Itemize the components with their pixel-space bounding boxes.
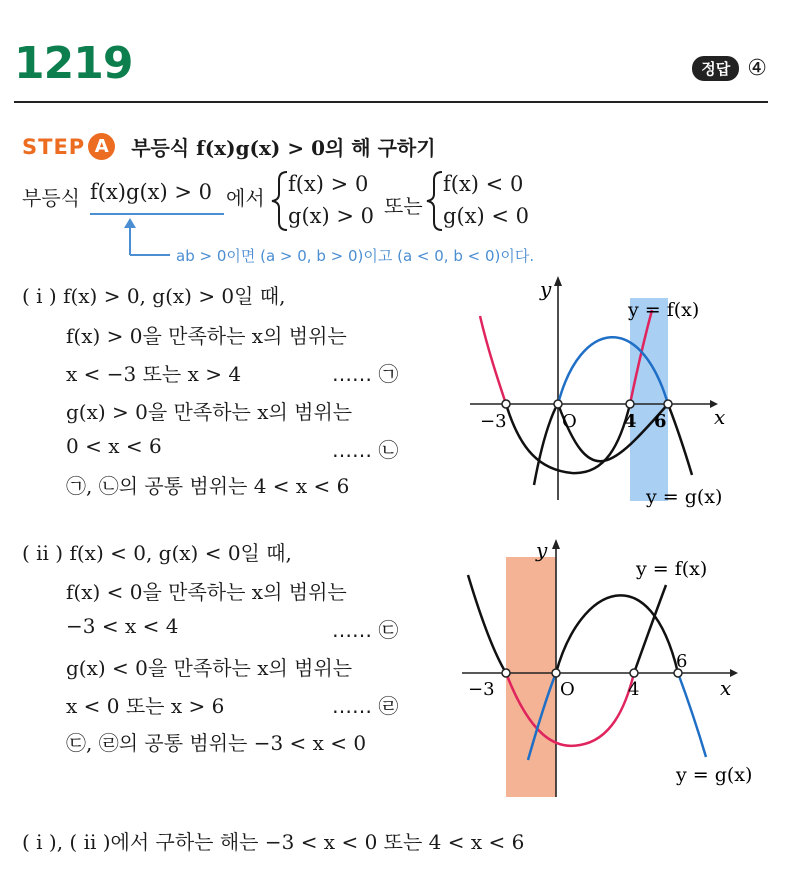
y-axis-label: y [540,277,552,301]
case2-line3: g(x) < 0을 만족하는 x의 범위는 [66,656,353,680]
root-point [664,400,672,408]
case1-line2: x < −3 또는 x > 4 [66,362,242,386]
connector-or: 또는 [384,194,423,218]
graph-case1 [460,270,760,515]
case1-line4: 0 < x < 6 [66,434,162,458]
case1-heading: ( i ) f(x) > 0, g(x) > 0일 때, [22,284,286,308]
problem-number: 1219 [14,38,133,89]
origin-label: O [562,411,577,432]
root-point [502,669,510,677]
case2-line2: −3 < x < 4 [66,614,179,638]
graph-case2 [450,535,770,805]
answer-badge: 정답 [692,56,739,81]
tick-label-neg3: −3 [480,411,507,432]
tick-label-neg3: −3 [468,679,495,700]
intro-suffix: 에서 [226,186,265,210]
root-point [630,669,638,677]
case1-mark2: …… ㉡ [332,438,399,462]
system1-line2: g(x) > 0 [288,204,374,228]
conclusion: ( i ), ( ii )에서 구하는 해는 −3 < x < 0 또는 4 < x < 6 [22,830,525,854]
case2-heading: ( ii ) f(x) < 0, g(x) < 0일 때, [22,541,292,565]
case2-mark1: …… ㉢ [332,618,399,642]
step-label: STEP [22,134,86,159]
curve-g-label: y = g(x) [646,486,723,508]
y-axis-arrow [554,276,562,286]
system1-line1: f(x) > 0 [288,172,369,196]
x-axis-label: x [714,405,726,429]
tick-label-4: 4 [628,679,640,700]
curve-g-black-arc [556,595,678,673]
root-point [554,400,562,408]
case1-line5: ㉠, ㉡의 공통 범위는 4 < x < 6 [66,474,350,498]
case1-line1: f(x) > 0을 만족하는 x의 범위는 [66,324,347,348]
intro-decorations [0,0,797,280]
root-point [626,400,634,408]
intro-expr: f(x)g(x) > 0 [90,180,212,204]
system2-line1: f(x) < 0 [443,172,524,196]
root-point [502,400,510,408]
curve-f-red-left [480,316,506,404]
y-axis-label: y [536,538,548,562]
system2-line2: g(x) < 0 [443,204,529,228]
shaded-region [630,298,668,501]
case1-line3: g(x) > 0을 만족하는 x의 범위는 [66,400,353,424]
y-axis-arrow [552,539,560,549]
tick-label-6: 6 [654,411,667,432]
tick-label-6: 6 [676,651,688,672]
shaded-region [506,557,556,797]
curve-g-blue-right [678,673,706,757]
case2-mark2: …… ㉣ [332,694,399,718]
curve-f-label: y = f(x) [628,299,700,321]
case2-line4: x < 0 또는 x > 6 [66,694,225,718]
origin-label: O [560,679,575,700]
step-title: 부등식 f(x)g(x) > 0의 해 구하기 [131,136,436,160]
curve-g-black-left [468,575,506,673]
x-axis-label: x [720,676,732,700]
tick-label-4: 4 [624,411,637,432]
answer-value: ④ [747,56,767,81]
case2-line5: ㉢, ㉣의 공통 범위는 −3 < x < 0 [66,731,367,755]
root-point [552,669,560,677]
case2-line1: f(x) < 0을 만족하는 x의 범위는 [66,580,347,604]
case1-mark1: …… ㉠ [332,362,399,386]
curve-f-label: y = f(x) [636,558,708,580]
curve-g-label: y = g(x) [676,764,753,786]
intro-note: ab > 0이면 (a > 0, b > 0)이고 (a < 0, b < 0)이다. [176,247,535,265]
step-marker: A [88,133,115,160]
intro-prefix: 부등식 [22,186,80,210]
